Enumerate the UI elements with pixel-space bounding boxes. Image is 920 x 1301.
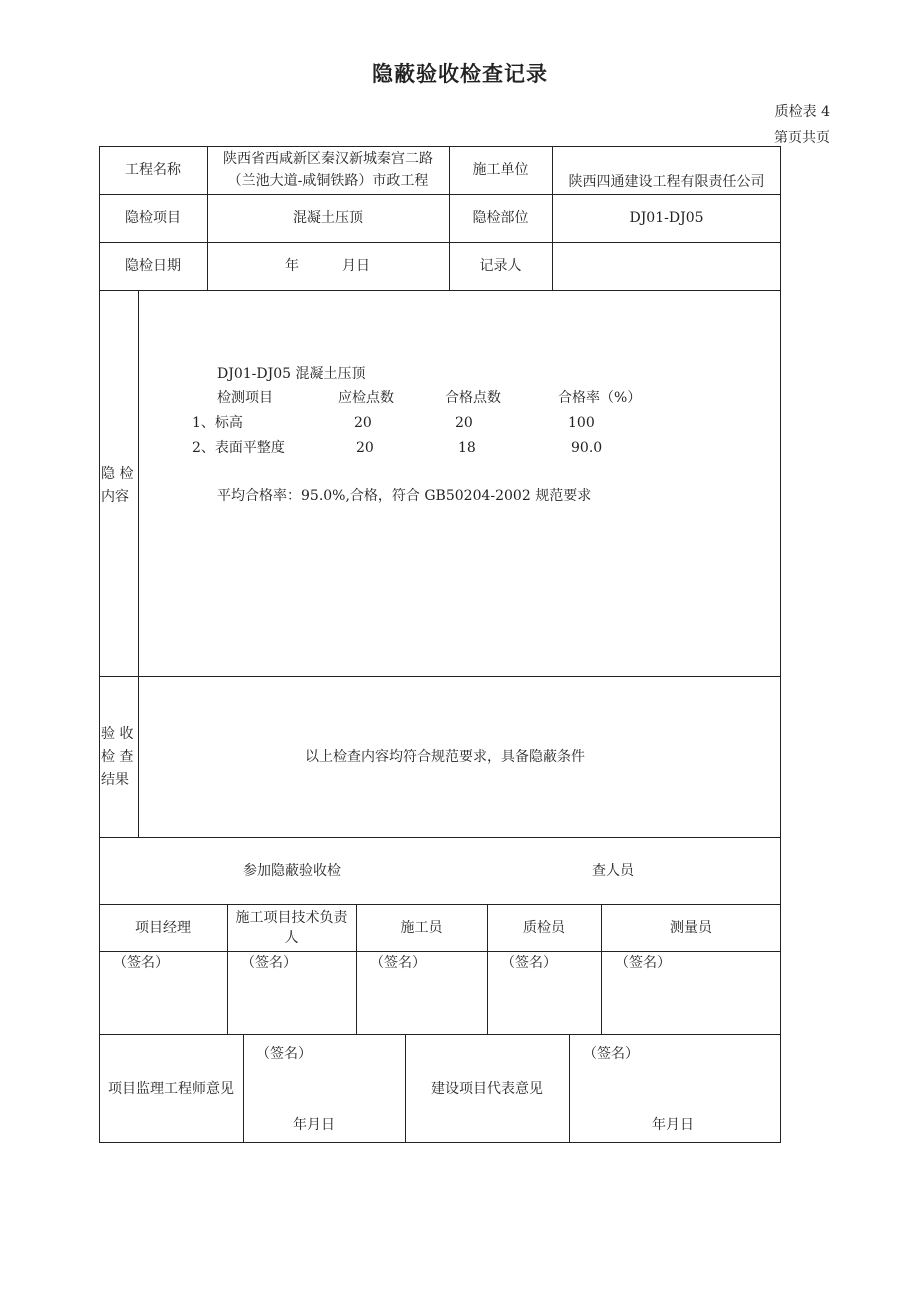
col-header-rate: 合格率（%） <box>558 390 642 406</box>
supervisor-signature: （签名） <box>256 1046 312 1062</box>
owner-signature: （签名） <box>583 1046 639 1062</box>
contractor-label: 施工单位 <box>472 162 529 178</box>
participants-heading-left: 参加隐蔽验收检 <box>243 863 341 879</box>
row-divider <box>99 951 781 952</box>
col-divider <box>243 1034 244 1143</box>
inspection-item-value: 混凝土压顶 <box>293 210 363 226</box>
result-label: 验 收 检 查 结果 <box>101 726 134 788</box>
project-name-label: 工程名称 <box>125 162 181 178</box>
contractor-value: 陕西四通建设工程有限责任公司 <box>568 174 765 190</box>
row-divider <box>99 290 781 291</box>
content-label: 隐 检 内容 <box>101 466 134 505</box>
row-passed: 20 <box>455 415 473 431</box>
result-text: 以上检查内容均符合规范要求，具备隐蔽条件 <box>305 749 585 765</box>
project-name-line1: 陕西省西咸新区秦汉新城秦宫二路 <box>223 151 433 167</box>
row-divider <box>99 676 781 677</box>
col-header-passed: 合格点数 <box>445 390 501 406</box>
row-divider <box>99 837 781 838</box>
content-summary: 平均合格率：95.0%,合格，符合 GB50204-2002 规范要求 <box>217 488 592 504</box>
inspection-date-monthday: 月日 <box>342 258 370 274</box>
inspection-location-label: 隐检部位 <box>472 210 529 226</box>
role-constructor: 施工员 <box>400 919 443 936</box>
inspection-item-label: 隐检项目 <box>125 210 181 226</box>
signature-field: （签名） <box>370 955 426 971</box>
inspection-date-year: 年 <box>285 258 299 274</box>
row-should: 20 <box>356 440 374 456</box>
recorder-label: 记录人 <box>479 258 522 274</box>
signature-field: （签名） <box>501 955 557 971</box>
project-name-line2: （兰池大道-咸铜铁路）市政工程 <box>227 173 429 189</box>
participants-heading-right: 查人员 <box>592 863 634 879</box>
inspection-date-label: 隐检日期 <box>125 258 181 274</box>
signature-field: （签名） <box>113 955 169 971</box>
row-passed: 18 <box>458 440 476 456</box>
content-subject: DJ01-DJ05 混凝土压顶 <box>217 366 366 382</box>
form-number: 质检表 4 <box>774 104 830 120</box>
col-header-item: 检测项目 <box>217 390 273 406</box>
row-rate: 100 <box>568 415 595 431</box>
owner-opinion-label: 建设项目代表意见 <box>431 1080 543 1097</box>
row-item: 2、表面平整度 <box>192 440 285 456</box>
role-project-manager: 项目经理 <box>135 919 191 936</box>
owner-date: 年月日 <box>652 1117 694 1133</box>
recorder-value <box>552 242 781 290</box>
role-quality-inspector: 质检员 <box>523 919 565 936</box>
supervisor-opinion-label: 项目监理工程师意见 <box>108 1080 234 1097</box>
document-title: 隐蔽验收检查记录 <box>372 61 548 86</box>
inspection-location-value: DJ01-DJ05 <box>629 210 704 226</box>
role-surveyor: 测量员 <box>670 919 712 936</box>
row-should: 20 <box>354 415 372 431</box>
project-name-value <box>207 146 449 194</box>
signature-field: （签名） <box>241 955 297 971</box>
col-divider <box>569 1034 570 1143</box>
supervisor-date: 年月日 <box>293 1117 335 1133</box>
row-rate: 90.0 <box>571 440 603 456</box>
col-header-should: 应检点数 <box>338 390 394 406</box>
inspection-table <box>99 146 781 1143</box>
row-item: 1、标高 <box>192 415 243 431</box>
page-number: 第页共页 <box>774 130 830 146</box>
role-technical-lead: 施工项目技术负责 人 <box>235 909 348 946</box>
signature-field: （签名） <box>615 955 671 971</box>
